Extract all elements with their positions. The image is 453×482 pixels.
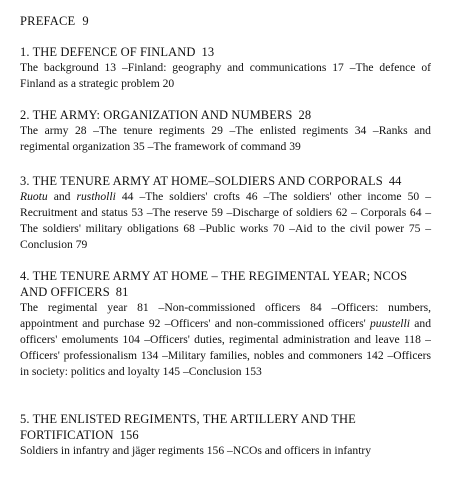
chapter-entries	[20, 60, 431, 92]
toc-entry: –The soldiers' military obligations 68	[20, 206, 431, 235]
toc-entry: –Conclusion 79	[20, 222, 431, 251]
chapter-heading	[20, 107, 431, 123]
toc-entry: –The soldiers' crofts 46	[133, 190, 258, 203]
toc-entry: 44	[115, 190, 134, 203]
toc-entry: The army 28	[20, 124, 87, 137]
chapter-entries	[20, 123, 431, 155]
toc-entry: –Conclusion 153	[180, 365, 262, 378]
toc-entry: –The soldiers' other income 50	[257, 190, 420, 203]
toc-entry: –Officers' professionalism 134	[20, 333, 431, 362]
toc-entry: –Aid to the civil power 75	[284, 222, 421, 235]
toc-entry: –Officers' and non-commissioned officers'	[160, 317, 370, 330]
toc-entry: –The enlisted regiments 34	[222, 124, 367, 137]
chapter-entries	[20, 443, 431, 459]
chapter-title: 5. THE ENLISTED REGIMENTS, THE ARTILLERY AND THE FORTIFICATION	[20, 412, 356, 442]
chapter-page-number: 28	[298, 108, 312, 122]
toc-entry: The background 13	[20, 61, 117, 74]
chapter-heading	[20, 268, 431, 300]
toc-entry: The regimental year 81	[20, 301, 149, 314]
toc-entry: –The tenure regiments 29	[86, 124, 223, 137]
chapter-heading	[20, 44, 431, 60]
preface-page-number: 9	[82, 14, 89, 28]
chapter-entries	[20, 300, 431, 380]
toc-entry: –Military families, nobles and commoners 142	[158, 349, 384, 362]
toc-entry: –The reserve 59	[143, 206, 223, 219]
toc-entry-italic: puustelli	[370, 317, 410, 330]
chapter-title: 1. THE DEFENCE OF FINLAND	[20, 45, 196, 59]
toc-entry: Soldiers in infantry and jäger regiments 156	[20, 444, 225, 457]
chapter-page-number: 13	[201, 45, 215, 59]
chapter-title: 2. THE ARMY: ORGANIZATION AND NUMBERS	[20, 108, 293, 122]
toc-entry: –Finland: geography and communications 17	[116, 61, 344, 74]
toc-entry: – Corporals 64	[347, 206, 422, 219]
toc-entry: –Officers: numbers, appointment and purchase 92	[20, 301, 431, 330]
chapter-entries	[20, 189, 431, 253]
toc-entry: –Public works 70	[194, 222, 285, 235]
toc-entry-italic: rustholli	[76, 190, 116, 203]
toc-entry: –Ranks and regimental organization 35	[20, 124, 431, 153]
chapter-heading	[20, 411, 431, 443]
toc-entry: and	[47, 190, 77, 203]
chapter-1	[20, 44, 431, 92]
toc-entry: –Non-commissioned officers 84	[148, 301, 322, 314]
chapter-2	[20, 107, 431, 155]
toc-entry: –The framework of command 39	[144, 140, 301, 153]
preface-title: PREFACE	[20, 14, 76, 28]
chapter-title: 4. THE TENURE ARMY AT HOME – THE REGIMENTAL YEAR; NCOS AND OFFICERS	[20, 269, 408, 299]
chapter-5	[20, 411, 431, 459]
preface-line	[20, 14, 89, 29]
toc-entry: –The defence of Finland as a strategic problem 20	[20, 61, 431, 90]
toc-entry: –Discharge of soldiers 62	[222, 206, 348, 219]
chapter-4	[20, 268, 431, 380]
chapter-page-number: 44	[388, 174, 402, 188]
toc-entry: and officers' emoluments 104	[20, 317, 432, 346]
toc-entry: –Recruitment and status 53	[20, 190, 431, 219]
chapter-page-number: 81	[115, 285, 129, 299]
toc-entry: –NCOs and officers in infantry	[224, 444, 372, 457]
chapter-page-number: 156	[119, 428, 139, 442]
toc-entry-italic: Ruotu	[20, 190, 48, 203]
chapter-heading	[20, 173, 431, 189]
toc-entry: –Officers' duties, regimental administration and leave 118	[139, 333, 421, 346]
toc-entry: –Officers in society: politics and loyalty 145	[20, 349, 432, 378]
chapter-3	[20, 173, 431, 253]
chapter-title: 3. THE TENURE ARMY AT HOME–SOLDIERS AND CORPORALS	[20, 174, 383, 188]
